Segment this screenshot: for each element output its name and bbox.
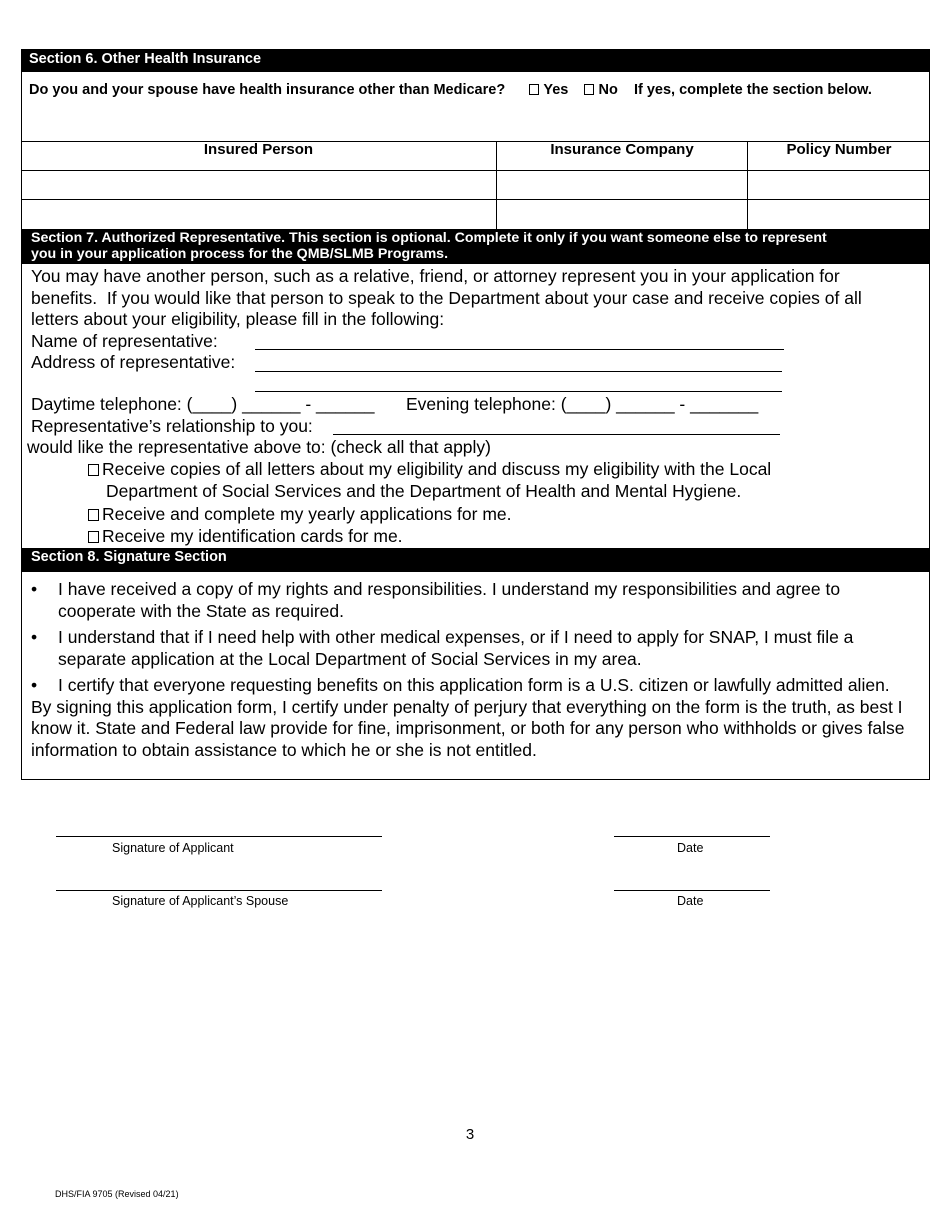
question-text: Do you and your spouse have health insurance other than Medicare? [29, 82, 506, 98]
section6-question [29, 81, 909, 99]
section8-header: Section 8. Signature Section [21, 548, 930, 572]
bullet-icon: • [31, 627, 38, 647]
option-letters-checkbox[interactable] [88, 464, 99, 476]
applicant-signature-line[interactable] [56, 836, 382, 837]
option-letters-line2: Department of Social Services and the Department of Health and Mental Hygiene. [106, 481, 742, 501]
column-policy-number: Policy Number [786, 141, 892, 158]
spouse-date-label: Date [677, 894, 704, 908]
would-like-text: would like the representative above to: (check all that apply) [27, 437, 492, 457]
section6-header: Section 6. Other Health Insurance [21, 49, 930, 71]
section7-intro-line3: letters about your eligibility, please fill in the following: [31, 309, 445, 329]
spouse-signature-line[interactable] [56, 890, 382, 891]
row2-insurance-company-cell[interactable] [497, 200, 747, 229]
option-id-cards-checkbox[interactable] [88, 531, 99, 543]
yes-label: Yes [543, 82, 569, 98]
representative-address-label: Address of representative: [31, 352, 236, 372]
option-id-cards-label: Receive my identification cards for me. [102, 526, 403, 546]
yes-checkbox[interactable] [529, 84, 539, 95]
section8-bullets [31, 579, 921, 761]
applicant-date-label: Date [677, 841, 704, 855]
row2-insured-person-cell[interactable] [22, 200, 496, 229]
bullet-rights-responsibilities: • I have received a copy of my rights and responsibilities. I understand my responsibilities and agree to cooperate with the State as required. [31, 579, 841, 621]
relationship-label: Representative’s relationship to you: [31, 415, 313, 436]
section7-header [21, 229, 930, 264]
representative-address-field-2[interactable] [255, 391, 782, 392]
option-applications-label: Receive and complete my yearly applications for me. [102, 504, 512, 524]
row2-policy-number-cell[interactable] [748, 200, 929, 229]
relationship-field[interactable] [333, 434, 780, 435]
bullet-icon: • [31, 675, 38, 695]
evening-telephone-field[interactable]: Evening telephone: (____) ______ - _______ [406, 394, 759, 414]
row1-insured-person-cell[interactable] [22, 171, 496, 199]
section7-header-line1: Section 7. Authorized Representative. This section is optional. Complete it only if you want someone else to represent [31, 230, 827, 246]
representative-name-label: Name of representative: [31, 330, 218, 351]
bullet-medical-expenses: • I understand that if I need help with other medical expenses, or if I need to apply for SNAP, I must file a separate application at the Local Department of Social Services in my area. [31, 627, 854, 669]
row1-insurance-company-cell[interactable] [497, 171, 747, 199]
column-insured-person: Insured Person [203, 141, 314, 158]
applicant-date-line[interactable] [614, 836, 770, 837]
no-checkbox[interactable] [584, 84, 594, 95]
option-letters-line1: Receive copies of all letters about my eligibility and discuss my eligibility with the Local [102, 459, 772, 479]
page-number: 3 [465, 1126, 475, 1143]
column-insurance-company: Insurance Company [550, 141, 694, 158]
section7-border-left [21, 264, 22, 549]
representative-address-field-1[interactable] [255, 371, 782, 372]
option-applications-checkbox[interactable] [88, 509, 99, 521]
representative-name-field[interactable] [255, 349, 784, 350]
bullet-icon: • [31, 579, 38, 599]
section7-header-line2: you in your application process for the QMB/SLMB Programs. [31, 246, 449, 262]
form-id: DHS/FIA 9705 (Revised 04/21) [55, 1189, 179, 1199]
certification-text: By signing this application form, I certify under penalty of perjury that everything on the form is the truth, as best I know it. State and Federal law provide for fine, imprisonment, or both for any person who withholds or gives false information to obtain assistance to which he or she is not entitled. [31, 696, 905, 760]
no-label: No [598, 82, 618, 98]
applicant-signature-label: Signature of Applicant [112, 841, 234, 855]
row1-policy-number-cell[interactable] [748, 171, 929, 199]
spouse-signature-label: Signature of Applicant’s Spouse [112, 894, 289, 908]
section7-intro-line1: You may have another person, such as a relative, friend, or attorney represent you in your application for [31, 266, 840, 286]
bullet-citizenship: • I certify that everyone requesting benefits on this application form is a U.S. citizen or lawfully admitted alien. [31, 675, 890, 695]
daytime-telephone-field[interactable]: Daytime telephone: (____) ______ - ______ [31, 394, 375, 414]
spouse-date-line[interactable] [614, 890, 770, 891]
instruction-text: If yes, complete the section below. [633, 82, 872, 98]
section7-intro-line2: benefits. If you would like that person to speak to the Department about your case and receive copies of all [31, 287, 862, 308]
section7-border-right [929, 264, 930, 549]
